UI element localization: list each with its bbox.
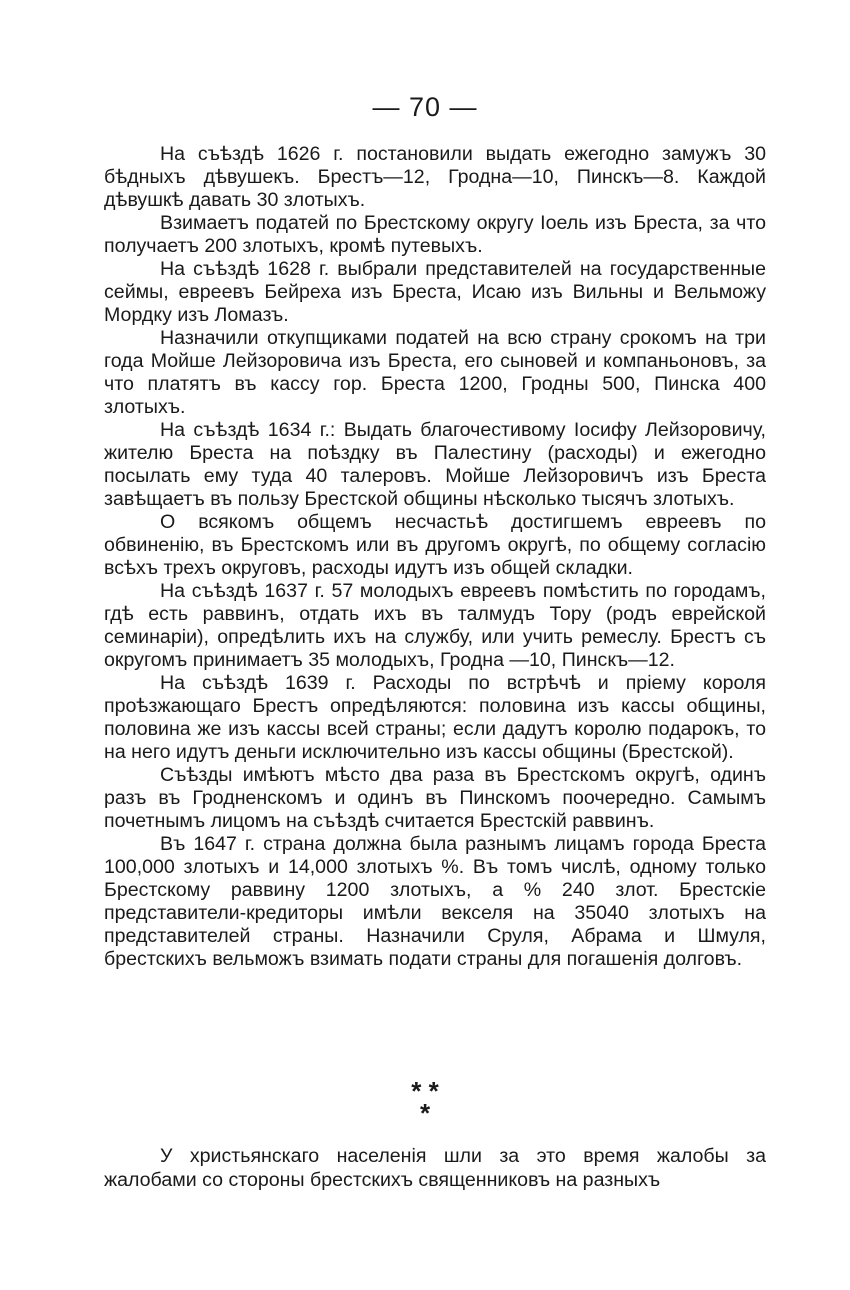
paragraph: На съѣздѣ 1628 г. выбрали представителей на государственные сеймы, евреевъ Бейреха изъ Бреста, Исаю изъ Вильны и Вельможу Мордку изъ Ломазъ. [104, 258, 766, 326]
paragraph: На съѣздѣ 1639 г. Расходы по встрѣчѣ и пріему короля проѣзжающаго Брестъ опредѣляются: половина изъ кассы общины, половина же изъ кассы всей страны; если дадутъ королю подарокъ, то на него идутъ деньги исключительно изъ кассы общины (Брестской). [104, 672, 766, 763]
paragraph: На съѣздѣ 1637 г. 57 молодыхъ евреевъ помѣстить по городамъ, гдѣ есть раввинъ, отдать ихъ въ талмудъ Тору (родъ еврейской семинаріи), опредѣлить ихъ на службу, или учить ремеслу. Брестъ съ округомъ принимаетъ 35 молодыхъ, Гродна —10, Пинскъ—12. [104, 580, 766, 671]
page-number: — 70 — [372, 92, 478, 122]
paragraph: Въ 1647 г. страна должна была разнымъ лицамъ города Бреста 100,000 злотыхъ и 14,000 злотыхъ %. Въ томъ числѣ, одному только Брестскому раввину 1200 злотыхъ, а % 240 злот. Брестскіе представители-кредиторы имѣли векселя на 35040 злотыхъ на представителей страны. Назначили Сруля, Абрама и Шмуля, брестскихъ вельможъ взимать подати страны для погашенія долговъ. [104, 833, 766, 970]
paragraph: Взимаетъ податей по Брестскому округу Iоель изъ Бреста, за что получаетъ 200 злотыхъ, кромѣ путевыхъ. [104, 212, 766, 257]
paragraph: Съѣзды имѣютъ мѣсто два раза въ Брестскомъ округѣ, одинъ разъ въ Гродненскомъ и одинъ въ Пинскомъ поочередно. Самымъ почетнымъ лицомъ на съѣздѣ считается Брестскій раввинъ. [104, 764, 766, 832]
section-separator: * * * [411, 1076, 439, 1128]
paragraph: Назначили откупщиками податей на всю страну срокомъ на три года Мойше Лейзоровича изъ Бреста, его сыновей и компаньоновъ, за что платятъ въ кассу гор. Бреста 1200, Гродны 500, Пинска 400 злотыхъ. [104, 327, 766, 418]
paragraph: На съѣздѣ 1626 г. постановили выдать ежегодно замужъ 30 бѣдныхъ дѣвушекъ. Брестъ—12, Гродна—10, Пинскъ—8. Каждой дѣвушкѣ давать 30 злотыхъ. [104, 143, 766, 211]
main-text [104, 143, 766, 971]
final-paragraph: У христьянскаго населенія шли за это время жалобы за жалобами со стороны брестскихъ священниковъ на разныхъ [104, 1145, 766, 1191]
paragraph: О всякомъ общемъ несчастьѣ достигшемъ евреевъ по обвиненію, въ Брестскомъ или въ другомъ округѣ, по общему согласію всѣхъ трехъ округовъ, расходы идутъ изъ общей складки. [104, 511, 766, 579]
paragraph: На съѣздѣ 1634 г.: Выдать благочестивому Iосифу Лейзоровичу, жителю Бреста на поѣздку въ Палестину (расходы) и ежегодно посылать ему туда 40 талеровъ. Мойше Лейзоровичъ изъ Бреста завѣщаетъ въ пользу Брестской общины нѣсколько тысячъ злотыхъ. [104, 419, 766, 510]
